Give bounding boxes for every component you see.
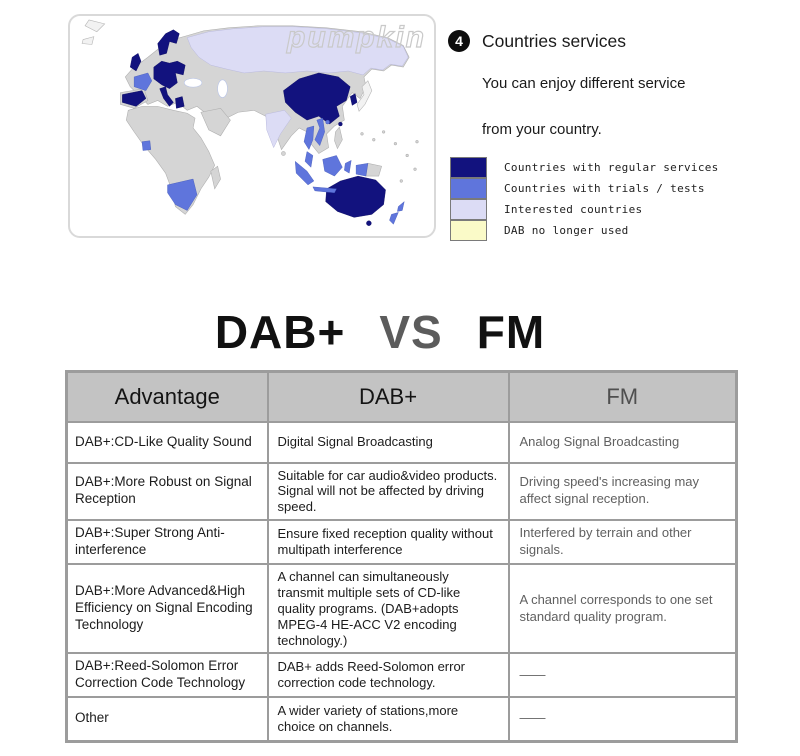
table-row: [67, 697, 737, 741]
table-header-row: [67, 372, 737, 422]
legend-label: Countries with trials / tests: [504, 182, 705, 195]
cell-advantage: DAB+:Reed-Solomon Error Correction Code Technology: [67, 653, 268, 697]
cell-advantage: DAB+:More Robust on Signal Reception: [67, 463, 268, 521]
table-row: [67, 463, 737, 521]
dab-coverage-map-card: [68, 14, 436, 238]
cell-advantage: Other: [67, 697, 268, 741]
legend-item-unused: [450, 220, 719, 241]
cell-fm: Driving speed's increasing may affect signal reception.: [509, 463, 737, 521]
table-row: [67, 564, 737, 653]
cell-fm: Interfered by terrain and other signals.: [509, 520, 737, 564]
legend-swatch-interested: [450, 199, 487, 220]
legend-label: DAB no longer used: [504, 224, 629, 237]
title-vs: VS: [379, 306, 443, 358]
cell-fm: ——: [509, 653, 737, 697]
cell-fm: A channel corresponds to one set standard quality program.: [509, 564, 737, 653]
comparison-table: [65, 370, 738, 743]
legend-swatch-unused: [450, 220, 487, 241]
legend-label: Interested countries: [504, 203, 643, 216]
cell-dab: DAB+ adds Reed-Solomon error correction code technology.: [268, 653, 509, 697]
map-legend: [450, 157, 719, 241]
column-header-fm: FM: [509, 372, 737, 422]
cell-advantage: DAB+:Super Strong Anti-interference: [67, 520, 268, 564]
section-description: [482, 74, 778, 139]
cell-dab: A wider variety of stations,more choice on channels.: [268, 697, 509, 741]
cell-dab: Ensure fixed reception quality without multipath interference: [268, 520, 509, 564]
table-row: [67, 422, 737, 463]
cell-advantage: DAB+:More Advanced&High Efficiency on Signal Encoding Technology: [67, 564, 268, 653]
title-fm: FM: [476, 306, 546, 358]
legend-item-trials: [450, 178, 719, 199]
table-row: [67, 653, 737, 697]
legend-swatch-regular: [450, 157, 487, 178]
cell-dab: Suitable for car audio&video products. Signal will not be affected by driving speed.: [268, 463, 509, 521]
legend-swatch-trials: [450, 178, 487, 199]
cell-fm: Analog Signal Broadcasting: [509, 422, 737, 463]
legend-item-interested: [450, 199, 719, 220]
cell-fm: ——: [509, 697, 737, 741]
description-line: You can enjoy different service: [482, 75, 686, 92]
title-dab: DAB+: [214, 306, 346, 358]
table-row: [67, 520, 737, 564]
column-header-advantage: Advantage: [67, 372, 268, 422]
countries-services-section: [448, 30, 778, 166]
cell-dab: Digital Signal Broadcasting: [268, 422, 509, 463]
section-title: Countries services: [482, 30, 626, 51]
cell-dab: A channel can simultaneously transmit multiple sets of CD-like quality programs. (DAB+adopts MPEG-4 HE-ACC V2 encoding technology.): [268, 564, 509, 653]
step-number-badge: 4: [448, 30, 470, 52]
cell-advantage: DAB+:CD-Like Quality Sound: [67, 422, 268, 463]
comparison-title: [0, 305, 760, 359]
legend-label: Countries with regular services: [504, 161, 719, 174]
world-map-graphic: [70, 16, 434, 236]
description-line: from your country.: [482, 121, 602, 138]
column-header-dab: DAB+: [268, 372, 509, 422]
legend-item-regular: [450, 157, 719, 178]
